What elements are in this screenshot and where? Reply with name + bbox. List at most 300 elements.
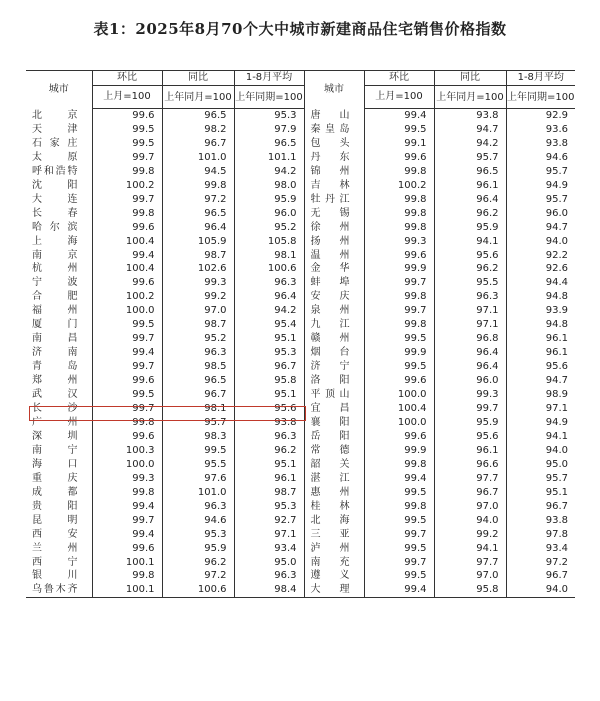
cell-city-right: 洛阳 — [304, 374, 364, 388]
cell-yoy-left: 96.3 — [162, 346, 234, 360]
cell-city-right: 吉林 — [304, 179, 364, 193]
table-row — [26, 221, 575, 235]
cell-avg-left: 95.4 — [234, 318, 304, 332]
cell-yoy-left: 95.7 — [162, 416, 234, 430]
cell-city-right: 平顶山 — [304, 388, 364, 402]
cell-yoy-right: 97.0 — [434, 569, 506, 583]
cell-mom-right: 99.9 — [364, 346, 434, 360]
col-header-mom: 环比 — [92, 71, 162, 86]
cell-yoy-right: 97.0 — [434, 500, 506, 514]
cell-yoy-left: 98.7 — [162, 249, 234, 263]
cell-city-right: 扬州 — [304, 235, 364, 249]
cell-avg-left: 95.1 — [234, 388, 304, 402]
cell-mom-left: 99.5 — [92, 123, 162, 137]
cell-avg-right: 97.1 — [506, 402, 575, 416]
cell-yoy-left: 96.5 — [162, 109, 234, 123]
cell-yoy-right: 96.0 — [434, 374, 506, 388]
cell-yoy-right: 96.8 — [434, 332, 506, 346]
cell-mom-left: 99.4 — [92, 346, 162, 360]
cell-mom-left: 100.2 — [92, 179, 162, 193]
cell-mom-left: 99.4 — [92, 500, 162, 514]
cell-city-right: 泸州 — [304, 542, 364, 556]
cell-avg-right: 94.0 — [506, 583, 575, 597]
cell-avg-right: 93.8 — [506, 514, 575, 528]
cell-avg-right: 95.7 — [506, 165, 575, 179]
cell-mom-right: 99.4 — [364, 109, 434, 123]
cell-mom-right: 99.5 — [364, 514, 434, 528]
cell-avg-left: 97.9 — [234, 123, 304, 137]
cell-yoy-left: 99.5 — [162, 444, 234, 458]
cell-mom-left: 99.8 — [92, 207, 162, 221]
table-row — [26, 123, 575, 137]
col-header-avg-right: 1-8月平均 — [506, 71, 575, 86]
cell-mom-left: 100.4 — [92, 262, 162, 276]
cell-mom-right: 99.8 — [364, 193, 434, 207]
cell-mom-left: 100.2 — [92, 290, 162, 304]
cell-mom-right: 99.8 — [364, 458, 434, 472]
cell-mom-left: 99.8 — [92, 486, 162, 500]
cell-yoy-right: 94.2 — [434, 137, 506, 151]
cell-city-right: 赣州 — [304, 332, 364, 346]
table-row — [26, 290, 575, 304]
cell-city-left: 海口 — [32, 458, 78, 470]
cell-mom-left: 99.5 — [92, 388, 162, 402]
cell-yoy-left: 99.2 — [162, 290, 234, 304]
table-row — [26, 444, 575, 458]
cell-yoy-left: 97.0 — [162, 304, 234, 318]
cell-avg-right: 93.8 — [506, 137, 575, 151]
cell-avg-left: 96.1 — [234, 472, 304, 486]
cell-yoy-right: 95.7 — [434, 151, 506, 165]
cell-mom-right: 99.6 — [364, 374, 434, 388]
cell-yoy-right: 96.3 — [434, 290, 506, 304]
cell-avg-left: 105.8 — [234, 235, 304, 249]
cell-city-right: 包头 — [304, 137, 364, 151]
table-row — [26, 514, 575, 528]
cell-avg-left: 96.5 — [234, 137, 304, 151]
cell-avg-right: 95.0 — [506, 458, 575, 472]
cell-yoy-left: 100.6 — [162, 583, 234, 597]
cell-avg-right: 94.8 — [506, 318, 575, 332]
cell-avg-left: 95.9 — [234, 193, 304, 207]
cell-mom-left: 99.7 — [92, 402, 162, 416]
col-subheader-avg: 上年同期=100 — [234, 86, 304, 109]
table-row — [26, 151, 575, 165]
table-row — [26, 388, 575, 402]
table-row — [26, 472, 575, 486]
table-row — [26, 235, 575, 249]
cell-yoy-left: 101.0 — [162, 486, 234, 500]
cell-avg-left: 93.4 — [234, 542, 304, 556]
cell-avg-right: 94.0 — [506, 444, 575, 458]
cell-avg-right: 96.7 — [506, 569, 575, 583]
cell-avg-left: 95.1 — [234, 458, 304, 472]
cell-city-right: 唐山 — [304, 109, 364, 123]
cell-avg-right: 94.7 — [506, 374, 575, 388]
table-row — [26, 304, 575, 318]
cell-city-right: 烟台 — [304, 346, 364, 360]
cell-avg-left: 97.1 — [234, 528, 304, 542]
cell-city-left: 杭州 — [32, 263, 78, 275]
cell-yoy-right: 93.8 — [434, 109, 506, 123]
cell-mom-right: 99.3 — [364, 235, 434, 249]
cell-mom-right: 99.6 — [364, 430, 434, 444]
cell-avg-left: 96.3 — [234, 569, 304, 583]
cell-mom-left: 99.5 — [92, 318, 162, 332]
cell-mom-right: 99.9 — [364, 262, 434, 276]
table-row — [26, 332, 575, 346]
table-row — [26, 569, 575, 583]
table-row — [26, 542, 575, 556]
cell-city-left: 成都 — [32, 486, 78, 498]
cell-yoy-right: 95.5 — [434, 276, 506, 290]
cell-mom-right: 99.1 — [364, 137, 434, 151]
cell-avg-left: 98.0 — [234, 179, 304, 193]
cell-city-right: 岳阳 — [304, 430, 364, 444]
cell-mom-left: 99.8 — [92, 165, 162, 179]
cell-mom-left: 99.6 — [92, 374, 162, 388]
cell-yoy-right: 96.2 — [434, 262, 506, 276]
cell-mom-right: 99.7 — [364, 528, 434, 542]
cell-avg-right: 93.9 — [506, 304, 575, 318]
table-row — [26, 583, 575, 597]
cell-city-left: 呼和浩特 — [32, 165, 78, 177]
cell-avg-left: 96.3 — [234, 430, 304, 444]
cell-avg-right: 95.7 — [506, 193, 575, 207]
cell-city-left: 大连 — [32, 193, 78, 205]
table-row — [26, 458, 575, 472]
cell-city-right: 三亚 — [304, 528, 364, 542]
cell-city-right: 蚌埠 — [304, 276, 364, 290]
table-row — [26, 556, 575, 570]
cell-yoy-left: 99.3 — [162, 276, 234, 290]
cell-avg-left: 96.7 — [234, 360, 304, 374]
col-header-yoy-right: 同比 — [434, 71, 506, 86]
cell-yoy-left: 98.3 — [162, 430, 234, 444]
cell-yoy-left: 98.2 — [162, 123, 234, 137]
cell-yoy-right: 97.7 — [434, 472, 506, 486]
cell-mom-right: 99.6 — [364, 151, 434, 165]
cell-yoy-right: 99.7 — [434, 402, 506, 416]
cell-city-left: 重庆 — [32, 472, 78, 484]
cell-yoy-right: 94.1 — [434, 235, 506, 249]
cell-city-left: 郑州 — [32, 375, 78, 387]
cell-city-left: 济南 — [32, 347, 78, 359]
col-subheader-mom-right: 上月=100 — [364, 86, 434, 109]
cell-avg-right: 96.1 — [506, 332, 575, 346]
cell-yoy-left: 101.0 — [162, 151, 234, 165]
cell-city-left: 哈尔滨 — [32, 221, 78, 233]
cell-avg-right: 92.6 — [506, 262, 575, 276]
cell-avg-left: 98.4 — [234, 583, 304, 597]
table-row — [26, 374, 575, 388]
cell-city-left: 广州 — [32, 416, 78, 428]
cell-mom-left: 99.7 — [92, 193, 162, 207]
cell-city-left: 上海 — [32, 235, 78, 247]
cell-mom-left: 99.6 — [92, 109, 162, 123]
cell-avg-right: 95.6 — [506, 360, 575, 374]
cell-mom-left: 99.4 — [92, 249, 162, 263]
cell-city-right: 秦皇岛 — [304, 123, 364, 137]
cell-city-left: 厦门 — [32, 319, 78, 331]
cell-yoy-right: 97.7 — [434, 556, 506, 570]
cell-yoy-right: 94.0 — [434, 514, 506, 528]
cell-mom-right: 99.6 — [364, 249, 434, 263]
table-body — [26, 109, 575, 598]
cell-city-left: 南京 — [32, 249, 78, 261]
cell-mom-left: 100.3 — [92, 444, 162, 458]
cell-yoy-left: 96.5 — [162, 374, 234, 388]
cell-yoy-right: 97.1 — [434, 304, 506, 318]
cell-avg-right: 94.4 — [506, 276, 575, 290]
cell-city-right: 常德 — [304, 444, 364, 458]
cell-mom-right: 99.7 — [364, 276, 434, 290]
cell-yoy-right: 95.9 — [434, 221, 506, 235]
cell-mom-right: 100.4 — [364, 402, 434, 416]
cell-avg-left: 93.8 — [234, 416, 304, 430]
cell-yoy-right: 96.1 — [434, 179, 506, 193]
cell-city-right: 湛江 — [304, 472, 364, 486]
cell-yoy-right: 96.7 — [434, 486, 506, 500]
cell-city-right: 桂林 — [304, 500, 364, 514]
cell-avg-left: 95.0 — [234, 556, 304, 570]
cell-yoy-right: 99.2 — [434, 528, 506, 542]
cell-yoy-right: 96.4 — [434, 360, 506, 374]
cell-avg-left: 94.2 — [234, 165, 304, 179]
cell-mom-left: 100.0 — [92, 304, 162, 318]
cell-yoy-left: 96.3 — [162, 500, 234, 514]
cell-city-left: 福州 — [32, 305, 78, 317]
cell-mom-right: 99.7 — [364, 556, 434, 570]
cell-mom-left: 100.4 — [92, 235, 162, 249]
cell-yoy-left: 94.5 — [162, 165, 234, 179]
cell-yoy-right: 94.7 — [434, 123, 506, 137]
cell-mom-right: 99.4 — [364, 583, 434, 597]
cell-city-right: 南充 — [304, 556, 364, 570]
cell-yoy-left: 102.6 — [162, 262, 234, 276]
cell-city-left: 合肥 — [32, 291, 78, 303]
cell-mom-left: 99.8 — [92, 569, 162, 583]
cell-yoy-right: 95.8 — [434, 583, 506, 597]
col-subheader-avg-right: 上年同期=100 — [506, 86, 575, 109]
cell-city-left: 南昌 — [32, 333, 78, 345]
cell-city-left: 长春 — [32, 207, 78, 219]
cell-city-left: 乌鲁木齐 — [26, 583, 92, 597]
cell-mom-right: 100.2 — [364, 179, 434, 193]
cell-mom-right: 100.0 — [364, 416, 434, 430]
cell-avg-right: 94.6 — [506, 151, 575, 165]
cell-yoy-left: 97.2 — [162, 569, 234, 583]
cell-yoy-right: 95.9 — [434, 416, 506, 430]
cell-yoy-right: 96.1 — [434, 444, 506, 458]
cell-yoy-left: 96.7 — [162, 388, 234, 402]
col-header-yoy: 同比 — [162, 71, 234, 86]
cell-city-left: 天津 — [32, 123, 78, 135]
cell-mom-left: 99.6 — [92, 430, 162, 444]
cell-yoy-right: 94.1 — [434, 542, 506, 556]
cell-yoy-right: 96.6 — [434, 458, 506, 472]
cell-avg-right: 97.2 — [506, 556, 575, 570]
col-header-city: 城市 — [26, 71, 92, 109]
cell-city-right: 惠州 — [304, 486, 364, 500]
cell-city-right: 大理 — [304, 583, 364, 597]
cell-avg-right: 94.7 — [506, 221, 575, 235]
cell-yoy-right: 99.3 — [434, 388, 506, 402]
cell-city-right: 韶关 — [304, 458, 364, 472]
cell-avg-right: 95.7 — [506, 472, 575, 486]
cell-avg-left: 95.2 — [234, 221, 304, 235]
cell-avg-left: 98.1 — [234, 249, 304, 263]
table-row — [26, 318, 575, 332]
cell-city-right: 牡丹江 — [304, 193, 364, 207]
cell-avg-right: 94.9 — [506, 179, 575, 193]
cell-avg-right: 97.8 — [506, 528, 575, 542]
cell-mom-right: 99.8 — [364, 221, 434, 235]
cell-avg-right: 92.9 — [506, 109, 575, 123]
cell-city-right: 锦州 — [304, 165, 364, 179]
cell-mom-right: 99.8 — [364, 500, 434, 514]
cell-mom-left: 100.1 — [92, 583, 162, 597]
cell-yoy-left: 96.7 — [162, 137, 234, 151]
cell-yoy-left: 94.6 — [162, 514, 234, 528]
cell-avg-left: 95.3 — [234, 346, 304, 360]
cell-mom-right: 99.9 — [364, 444, 434, 458]
cell-city-left: 武汉 — [32, 389, 78, 401]
cell-mom-right: 99.5 — [364, 332, 434, 346]
cell-yoy-left: 105.9 — [162, 235, 234, 249]
table-row — [26, 249, 575, 263]
cell-mom-left: 99.3 — [92, 472, 162, 486]
cell-avg-left: 96.2 — [234, 444, 304, 458]
cell-avg-right: 96.1 — [506, 346, 575, 360]
cell-avg-right: 94.9 — [506, 416, 575, 430]
cell-yoy-right: 95.6 — [434, 249, 506, 263]
cell-yoy-right: 97.1 — [434, 318, 506, 332]
cell-avg-left: 94.2 — [234, 304, 304, 318]
cell-city-right: 丹东 — [304, 151, 364, 165]
cell-mom-left: 99.5 — [92, 137, 162, 151]
cell-avg-left: 95.3 — [234, 500, 304, 514]
table-row — [26, 179, 575, 193]
table-row — [26, 276, 575, 290]
cell-avg-right: 94.0 — [506, 235, 575, 249]
cell-yoy-right: 96.4 — [434, 193, 506, 207]
cell-mom-left: 99.7 — [92, 332, 162, 346]
cell-avg-left: 92.7 — [234, 514, 304, 528]
cell-city-left: 沈阳 — [32, 179, 78, 191]
highlight-box — [29, 406, 306, 421]
cell-mom-right: 99.8 — [364, 165, 434, 179]
cell-yoy-left: 96.5 — [162, 207, 234, 221]
cell-avg-right: 93.4 — [506, 542, 575, 556]
cell-yoy-left: 98.7 — [162, 318, 234, 332]
col-subheader-yoy: 上年同月=100 — [162, 86, 234, 109]
cell-avg-left: 96.3 — [234, 276, 304, 290]
table-row — [26, 137, 575, 151]
cell-yoy-left: 96.2 — [162, 556, 234, 570]
cell-city-left: 南宁 — [32, 444, 78, 456]
cell-mom-right: 99.5 — [364, 360, 434, 374]
table-row — [26, 486, 575, 500]
cell-city-right: 九江 — [304, 318, 364, 332]
cell-city-right: 金华 — [304, 262, 364, 276]
cell-city-left: 北京 — [32, 109, 78, 121]
cell-yoy-left: 98.1 — [162, 402, 234, 416]
cell-city-left: 宁波 — [32, 277, 78, 289]
cell-city-right: 徐州 — [304, 221, 364, 235]
cell-mom-right: 99.5 — [364, 486, 434, 500]
col-header-avg: 1-8月平均 — [234, 71, 304, 86]
table-row — [26, 500, 575, 514]
cell-city-left: 青岛 — [32, 361, 78, 373]
table-row — [26, 207, 575, 221]
cell-mom-left: 99.8 — [92, 416, 162, 430]
cell-mom-right: 99.8 — [364, 207, 434, 221]
cell-mom-right: 99.5 — [364, 569, 434, 583]
cell-avg-right: 93.6 — [506, 123, 575, 137]
col-subheader-mom: 上月=100 — [92, 86, 162, 109]
cell-avg-right: 95.1 — [506, 486, 575, 500]
table-row — [26, 360, 575, 374]
cell-yoy-right: 96.2 — [434, 207, 506, 221]
cell-avg-left: 95.3 — [234, 109, 304, 123]
cell-city-left: 银川 — [32, 570, 78, 582]
cell-yoy-left: 95.5 — [162, 458, 234, 472]
cell-city-left: 长沙 — [32, 403, 78, 415]
cell-city-right: 宜昌 — [304, 402, 364, 416]
cell-mom-right: 99.7 — [364, 304, 434, 318]
cell-city-right: 泉州 — [304, 304, 364, 318]
cell-city-right: 安庆 — [304, 290, 364, 304]
cell-yoy-right: 95.6 — [434, 430, 506, 444]
cell-mom-left: 99.7 — [92, 360, 162, 374]
cell-city-left: 太原 — [32, 151, 78, 163]
cell-yoy-left: 95.2 — [162, 332, 234, 346]
cell-avg-left: 100.6 — [234, 262, 304, 276]
cell-avg-right: 94.8 — [506, 290, 575, 304]
cell-avg-left: 98.7 — [234, 486, 304, 500]
col-header-mom-right: 环比 — [364, 71, 434, 86]
cell-avg-right: 92.2 — [506, 249, 575, 263]
cell-city-right: 北海 — [304, 514, 364, 528]
cell-mom-left: 99.6 — [92, 542, 162, 556]
cell-yoy-left: 99.8 — [162, 179, 234, 193]
cell-avg-right: 96.0 — [506, 207, 575, 221]
cell-city-right: 温州 — [304, 249, 364, 263]
cell-avg-right: 98.9 — [506, 388, 575, 402]
cell-city-left: 昆明 — [32, 514, 78, 526]
cell-mom-left: 99.7 — [92, 514, 162, 528]
cell-avg-left: 101.1 — [234, 151, 304, 165]
cell-city-left: 西安 — [32, 528, 78, 540]
cell-city-right: 遵义 — [304, 569, 364, 583]
cell-avg-right: 94.1 — [506, 430, 575, 444]
table-row — [26, 165, 575, 179]
table-row — [26, 262, 575, 276]
cell-city-right: 襄阳 — [304, 416, 364, 430]
cell-yoy-right: 96.5 — [434, 165, 506, 179]
cell-city-left: 石家庄 — [32, 137, 78, 149]
table-row — [26, 528, 575, 542]
cell-mom-right: 99.8 — [364, 290, 434, 304]
cell-yoy-left: 98.5 — [162, 360, 234, 374]
table-row — [26, 193, 575, 207]
cell-avg-left: 95.1 — [234, 332, 304, 346]
col-subheader-yoy-right: 上年同月=100 — [434, 86, 506, 109]
cell-mom-left: 100.0 — [92, 458, 162, 472]
cell-mom-right: 99.5 — [364, 123, 434, 137]
cell-mom-left: 100.1 — [92, 556, 162, 570]
